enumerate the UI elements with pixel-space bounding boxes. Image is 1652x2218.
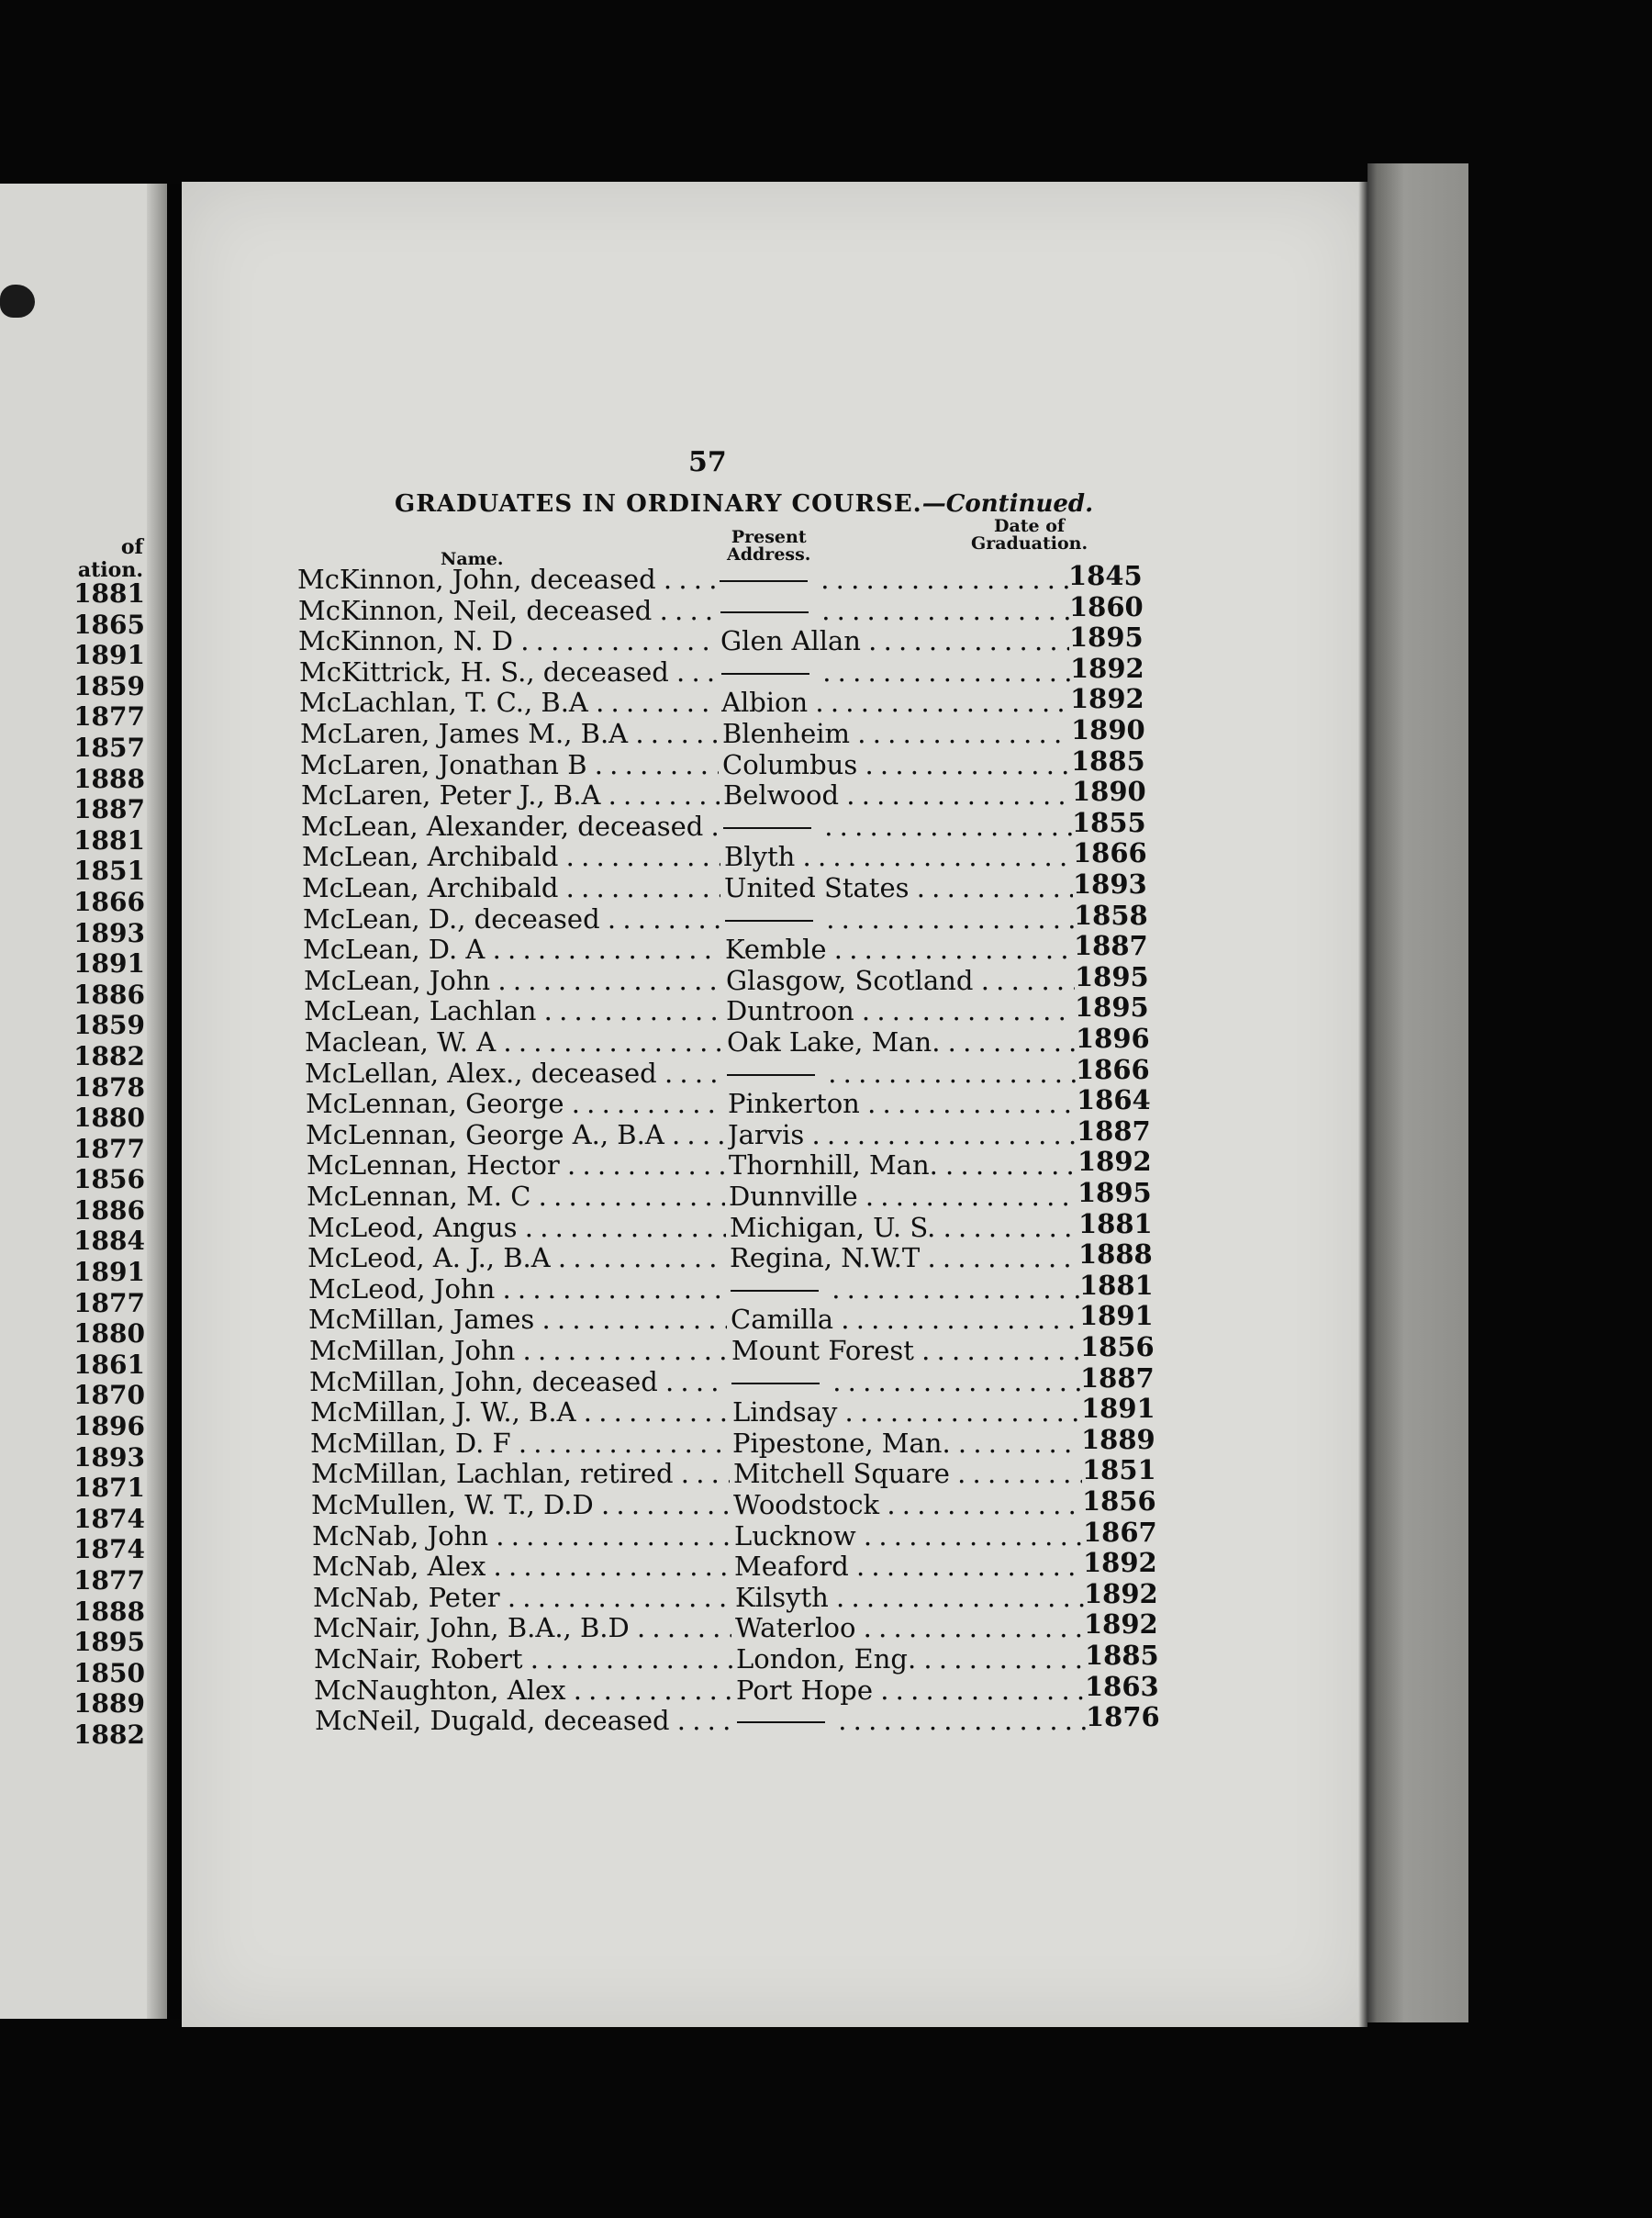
graduate-row <box>302 868 1147 903</box>
graduation-year: 1885 <box>1085 1640 1159 1671</box>
graduate-address-text: Glasgow, Scotland <box>726 965 974 996</box>
graduate-row <box>299 652 1144 688</box>
graduate-row <box>303 899 1148 935</box>
graduate-address-text: Lindsay <box>732 1397 838 1428</box>
left-page-year: 1859 <box>73 670 145 701</box>
graduate-name: McLeod, A. J., B.A . . . <box>307 1243 726 1273</box>
graduate-row <box>300 745 1145 780</box>
graduate-name: McLennan, George A., B.A . . . <box>306 1120 724 1150</box>
graduation-year: 1866 <box>1073 837 1147 869</box>
graduate-name: McLean, D. A . . . <box>303 935 721 965</box>
graduate-row <box>301 776 1146 812</box>
graduate-name: McNab, Peter . . . <box>313 1583 731 1613</box>
graduate-row <box>307 1146 1152 1182</box>
graduate-name: McLennan, M. C . . . <box>307 1182 725 1212</box>
graduation-year: 1889 <box>1081 1423 1155 1455</box>
left-page-year: 1874 <box>73 1503 145 1534</box>
graduate-address <box>721 657 1070 688</box>
left-page-year: 1884 <box>73 1226 145 1257</box>
graduation-year: 1860 <box>1069 590 1144 622</box>
graduate-name: McLean, Archibald . . . <box>302 873 720 903</box>
graduate-address <box>732 1397 1081 1428</box>
graduate-name: McLeod, Angus . . . <box>307 1213 726 1243</box>
graduation-year: 1887 <box>1080 1361 1155 1394</box>
left-page-year: 1882 <box>73 1040 145 1071</box>
column-header-date-line-1: Date of <box>993 516 1066 536</box>
graduate-name: McLennan, Hector . . . <box>307 1150 725 1181</box>
graduate-row <box>298 622 1144 657</box>
left-page-year: 1861 <box>73 1349 145 1380</box>
graduate-row <box>307 1207 1153 1243</box>
page-number: 57 <box>688 446 727 478</box>
graduation-year: 1887 <box>1074 930 1148 962</box>
graduation-year: 1867 <box>1083 1516 1157 1548</box>
page-content <box>182 182 1367 2027</box>
graduate-address-text: Oak Lake, Man. <box>727 1027 941 1058</box>
graduate-address <box>730 1213 1078 1243</box>
graduation-year: 1892 <box>1070 683 1144 715</box>
graduation-year: 1890 <box>1071 714 1145 745</box>
graduate-address-text: Michigan, U. S. <box>730 1212 936 1243</box>
graduation-year: 1891 <box>1079 1300 1154 1332</box>
left-page-year: 1886 <box>73 979 145 1010</box>
graduate-row <box>309 1361 1155 1397</box>
graduate-address-text: Regina, N.W.T <box>730 1243 921 1274</box>
graduate-address-text: Duntroon <box>726 996 854 1027</box>
graduate-address-text: Albion <box>721 688 809 719</box>
graduation-year: 1892 <box>1084 1577 1158 1609</box>
address-blank-dash <box>723 827 811 829</box>
book-cover-edge <box>1367 163 1468 2022</box>
graduate-address-text: Camilla <box>731 1305 834 1336</box>
graduate-name: McLellan, Alex., deceased . . . <box>305 1059 723 1089</box>
graduate-row <box>305 1053 1150 1089</box>
left-page-year: 1882 <box>73 1719 145 1750</box>
graduate-row <box>310 1393 1155 1428</box>
left-page-year: 1874 <box>73 1534 145 1565</box>
graduation-year: 1890 <box>1072 776 1146 808</box>
graduation-year: 1892 <box>1083 1547 1157 1579</box>
graduation-year: 1885 <box>1071 745 1145 777</box>
graduation-year: 1888 <box>1078 1238 1153 1271</box>
graduate-address <box>733 1459 1082 1489</box>
graduate-address <box>730 1243 1078 1273</box>
graduate-row <box>304 991 1149 1027</box>
graduate-address <box>722 750 1071 780</box>
graduate-address <box>721 688 1070 718</box>
graduate-row <box>302 837 1147 873</box>
left-header-line-2: ation. <box>77 558 143 582</box>
graduate-address-text: Blenheim <box>722 719 851 749</box>
left-page-year: 1880 <box>73 1103 145 1134</box>
left-page-year: 1866 <box>73 886 145 917</box>
graduate-address-text: Kemble <box>725 935 827 966</box>
graduate-address <box>720 596 1069 626</box>
address-blank-dash <box>731 1383 820 1384</box>
graduation-year: 1887 <box>1077 1115 1151 1147</box>
graduate-row <box>306 1115 1151 1150</box>
graduate-row <box>310 1423 1155 1459</box>
address-blank-dash <box>720 580 808 582</box>
ink-blot <box>0 285 35 318</box>
left-page-year: 1856 <box>73 1164 145 1195</box>
graduate-row <box>300 714 1145 749</box>
graduate-name: McLean, Lachlan . . . <box>304 996 722 1026</box>
left-page-year: 1891 <box>73 1257 145 1288</box>
graduate-name: McLean, Archibald . . . <box>302 842 720 872</box>
graduate-name: McMillan, J. W., B.A . . . <box>310 1397 729 1428</box>
graduate-address <box>728 1089 1077 1119</box>
graduation-year: 1856 <box>1082 1485 1156 1517</box>
graduate-address <box>731 1367 1080 1397</box>
graduate-name: McKinnon, John, deceased . . . <box>297 565 716 595</box>
graduate-address <box>737 1706 1086 1736</box>
graduate-address <box>726 966 1075 996</box>
left-page-year: 1877 <box>73 701 145 733</box>
graduate-name: McLennan, George . . . <box>306 1089 724 1119</box>
left-page-year: 1877 <box>73 1133 145 1164</box>
address-blank-dash <box>721 673 809 675</box>
graduate-address-text: Jarvis <box>728 1119 805 1150</box>
graduate-address <box>722 719 1071 749</box>
graduate-name: McMillan, D. F . . . <box>310 1428 729 1459</box>
left-page-year: 1881 <box>73 578 145 609</box>
graduate-address-text: United States <box>724 873 910 903</box>
column-header-address-line-2: Address. <box>727 544 811 565</box>
graduate-row <box>304 960 1149 996</box>
left-page <box>0 184 167 2019</box>
graduate-row <box>312 1516 1157 1551</box>
column-header-date <box>971 518 1088 553</box>
left-page-year: 1880 <box>73 1318 145 1350</box>
graduation-year: 1892 <box>1070 652 1144 684</box>
left-page-year: 1877 <box>73 1287 145 1318</box>
graduate-address <box>734 1521 1083 1551</box>
graduate-row <box>309 1331 1155 1366</box>
graduation-year: 1891 <box>1081 1393 1155 1425</box>
graduate-row <box>315 1701 1160 1737</box>
graduate-name: McMullen, W. T., D.D . . . <box>311 1490 730 1520</box>
graduate-address <box>735 1613 1084 1643</box>
graduate-name: McMillan, John . . . <box>309 1336 728 1366</box>
left-page-year: 1881 <box>73 824 145 856</box>
left-page-year: 1888 <box>73 763 145 794</box>
graduation-year: 1881 <box>1079 1269 1154 1301</box>
graduation-year: 1858 <box>1074 899 1148 931</box>
graduate-address <box>731 1274 1079 1305</box>
left-page-year: 1891 <box>73 948 145 980</box>
left-page-year: 1888 <box>73 1596 145 1627</box>
graduate-address <box>724 873 1073 903</box>
left-year-column <box>0 578 149 1751</box>
graduation-year: 1895 <box>1075 991 1149 1024</box>
graduate-address <box>731 1336 1080 1366</box>
left-page-year: 1851 <box>73 856 145 887</box>
address-blank-dash <box>725 920 813 922</box>
graduate-address <box>727 1059 1076 1089</box>
graduate-address-text: London, Eng. <box>736 1644 917 1675</box>
graduate-row <box>312 1547 1157 1583</box>
left-header-line-1: of <box>120 535 143 559</box>
graduate-address <box>735 1583 1084 1613</box>
graduate-name: McLeod, John . . . <box>308 1274 727 1305</box>
left-page-year: 1878 <box>73 1071 145 1103</box>
graduate-row <box>306 1084 1151 1120</box>
graduate-row <box>314 1640 1159 1675</box>
graduation-year: 1845 <box>1068 560 1143 591</box>
graduate-address-text: Dunnville <box>729 1182 858 1212</box>
graduation-year: 1863 <box>1085 1670 1159 1702</box>
graduate-name: McKittrick, H. S., deceased . . . <box>299 657 718 688</box>
graduation-year: 1893 <box>1073 868 1147 900</box>
graduate-name: McNaughton, Alex . . . <box>314 1675 732 1706</box>
graduate-row <box>313 1577 1158 1613</box>
graduate-address-text: Kilsyth <box>735 1582 829 1613</box>
graduate-name: McNab, Alex . . . <box>312 1551 731 1582</box>
graduate-row <box>307 1238 1153 1274</box>
graduation-year: 1864 <box>1077 1084 1151 1116</box>
graduation-year: 1851 <box>1082 1454 1156 1486</box>
graduate-name: McMillan, Lachlan, retired . . . <box>311 1459 730 1489</box>
page-title-suffix: —Continued. <box>921 490 1094 518</box>
graduate-row <box>301 806 1146 842</box>
graduate-address <box>732 1428 1081 1459</box>
graduate-address <box>736 1675 1085 1706</box>
graduate-address <box>725 935 1074 965</box>
graduate-name: McLaren, James M., B.A . . . <box>300 719 719 749</box>
graduate-row <box>299 683 1144 719</box>
address-blank-dash <box>731 1290 819 1292</box>
graduate-address <box>727 1027 1076 1058</box>
graduate-name: McNeil, Dugald, deceased . . . <box>315 1706 733 1736</box>
graduate-row <box>308 1300 1154 1336</box>
left-page-year: 1893 <box>73 917 145 948</box>
graduation-year: 1876 <box>1086 1701 1160 1733</box>
left-page-year: 1871 <box>73 1473 145 1504</box>
graduate-address <box>736 1644 1085 1675</box>
graduate-address-text: Mitchell Square <box>733 1459 950 1490</box>
graduate-row <box>298 590 1144 626</box>
graduate-name: McNair, Robert . . . <box>314 1644 732 1675</box>
graduate-address-text: Meaford <box>734 1551 849 1583</box>
graduate-address <box>728 1120 1077 1150</box>
graduate-name: McKinnon, Neil, deceased . . . <box>298 596 717 626</box>
graduation-year: 1855 <box>1072 806 1146 838</box>
graduation-year: 1895 <box>1077 1177 1152 1208</box>
graduate-address <box>725 904 1074 935</box>
graduate-address <box>720 626 1069 656</box>
graduation-year: 1892 <box>1077 1146 1152 1178</box>
address-blank-dash <box>720 611 809 613</box>
left-page-year: 1891 <box>73 640 145 671</box>
graduation-year: 1881 <box>1078 1207 1153 1239</box>
left-page-year: 1859 <box>73 1010 145 1041</box>
graduation-year: 1896 <box>1076 1023 1150 1054</box>
graduate-address <box>724 842 1073 872</box>
graduate-name: McLean, Alexander, deceased . . . <box>301 812 720 842</box>
address-blank-dash <box>727 1074 815 1076</box>
left-page-year: 1870 <box>73 1380 145 1411</box>
graduate-address-text: Glen Allan <box>720 626 861 657</box>
column-header-address-line-1: Present <box>731 527 807 547</box>
graduate-address-text: Woodstock <box>733 1490 880 1520</box>
graduate-address <box>729 1182 1077 1212</box>
left-page-year: 1850 <box>73 1657 145 1688</box>
graduate-row <box>305 1023 1150 1058</box>
left-page-year: 1857 <box>73 732 145 763</box>
main-page <box>182 182 1367 2027</box>
graduate-name: McNab, John . . . <box>312 1521 731 1551</box>
graduate-name: McLean, John . . . <box>304 966 722 996</box>
address-blank-dash <box>737 1721 825 1723</box>
left-page-year: 1895 <box>73 1627 145 1658</box>
page-title <box>395 490 1093 518</box>
page-title-text: GRADUATES IN ORDINARY COURSE. <box>395 490 922 518</box>
left-page-year: 1887 <box>73 794 145 825</box>
graduation-year: 1895 <box>1075 960 1149 992</box>
graduate-name: McNair, John, B.A., B.D . . . <box>313 1613 731 1643</box>
left-page-year: 1877 <box>73 1565 145 1596</box>
graduate-address-text: Pipestone, Man. <box>732 1428 951 1459</box>
graduation-year: 1895 <box>1069 622 1144 654</box>
graduate-address <box>729 1150 1077 1181</box>
graduate-address-text: Columbus <box>722 749 858 780</box>
graduate-address-text: Belwood <box>723 780 840 812</box>
left-page-gutter <box>147 184 167 2019</box>
graduate-address <box>726 996 1075 1026</box>
graduate-row <box>311 1454 1156 1490</box>
graduate-row <box>307 1177 1152 1212</box>
left-page-year: 1865 <box>73 609 145 640</box>
graduation-year: 1892 <box>1084 1608 1158 1641</box>
left-page-year: 1886 <box>73 1194 145 1226</box>
page-edge <box>1358 182 1367 2027</box>
graduate-name: McMillan, James . . . <box>308 1305 727 1335</box>
graduate-name: McLachlan, T. C., B.A . . . <box>299 688 718 718</box>
graduate-name: McLaren, Peter J., B.A . . . <box>301 780 720 811</box>
graduation-year: 1856 <box>1080 1331 1155 1362</box>
graduation-year: 1866 <box>1076 1053 1150 1085</box>
graduate-row <box>308 1269 1154 1305</box>
graduate-address <box>723 812 1072 842</box>
graduate-address <box>720 565 1068 595</box>
graduate-address-text: Port Hope <box>736 1675 874 1706</box>
graduate-address-text: Mount Forest <box>731 1336 914 1366</box>
graduate-address <box>723 780 1072 811</box>
graduate-row <box>313 1608 1158 1644</box>
graduate-name: McLean, D., deceased . . . <box>303 904 721 935</box>
graduate-row <box>314 1670 1159 1706</box>
column-header-address <box>727 529 810 564</box>
graduate-address-text: Waterloo <box>735 1613 856 1644</box>
graduate-address-text: Thornhill, Man. <box>729 1150 938 1182</box>
column-header-name: Name. <box>441 549 504 569</box>
graduate-row <box>303 930 1148 966</box>
left-page-year: 1896 <box>73 1411 145 1442</box>
graduate-name: McLaren, Jonathan B . . . <box>300 750 719 780</box>
graduate-address-text: Lucknow <box>734 1520 856 1551</box>
graduate-row <box>311 1485 1156 1520</box>
graduate-address-text: Pinkerton <box>728 1089 860 1120</box>
left-page-year: 1889 <box>73 1688 145 1720</box>
column-header-date-line-2: Graduation. <box>971 533 1088 554</box>
graduate-address <box>734 1551 1083 1582</box>
graduate-address-text: Blyth <box>724 842 796 873</box>
graduate-name: McKinnon, N. D . . . <box>298 626 717 656</box>
graduate-address <box>733 1490 1082 1520</box>
graduate-name: McMillan, John, deceased . . . <box>309 1367 728 1397</box>
page-divider <box>167 184 182 2019</box>
graduate-name: Maclean, W. A . . . <box>305 1027 723 1058</box>
graduate-address <box>731 1305 1079 1335</box>
left-page-year: 1893 <box>73 1441 145 1473</box>
graduate-row <box>297 560 1143 595</box>
